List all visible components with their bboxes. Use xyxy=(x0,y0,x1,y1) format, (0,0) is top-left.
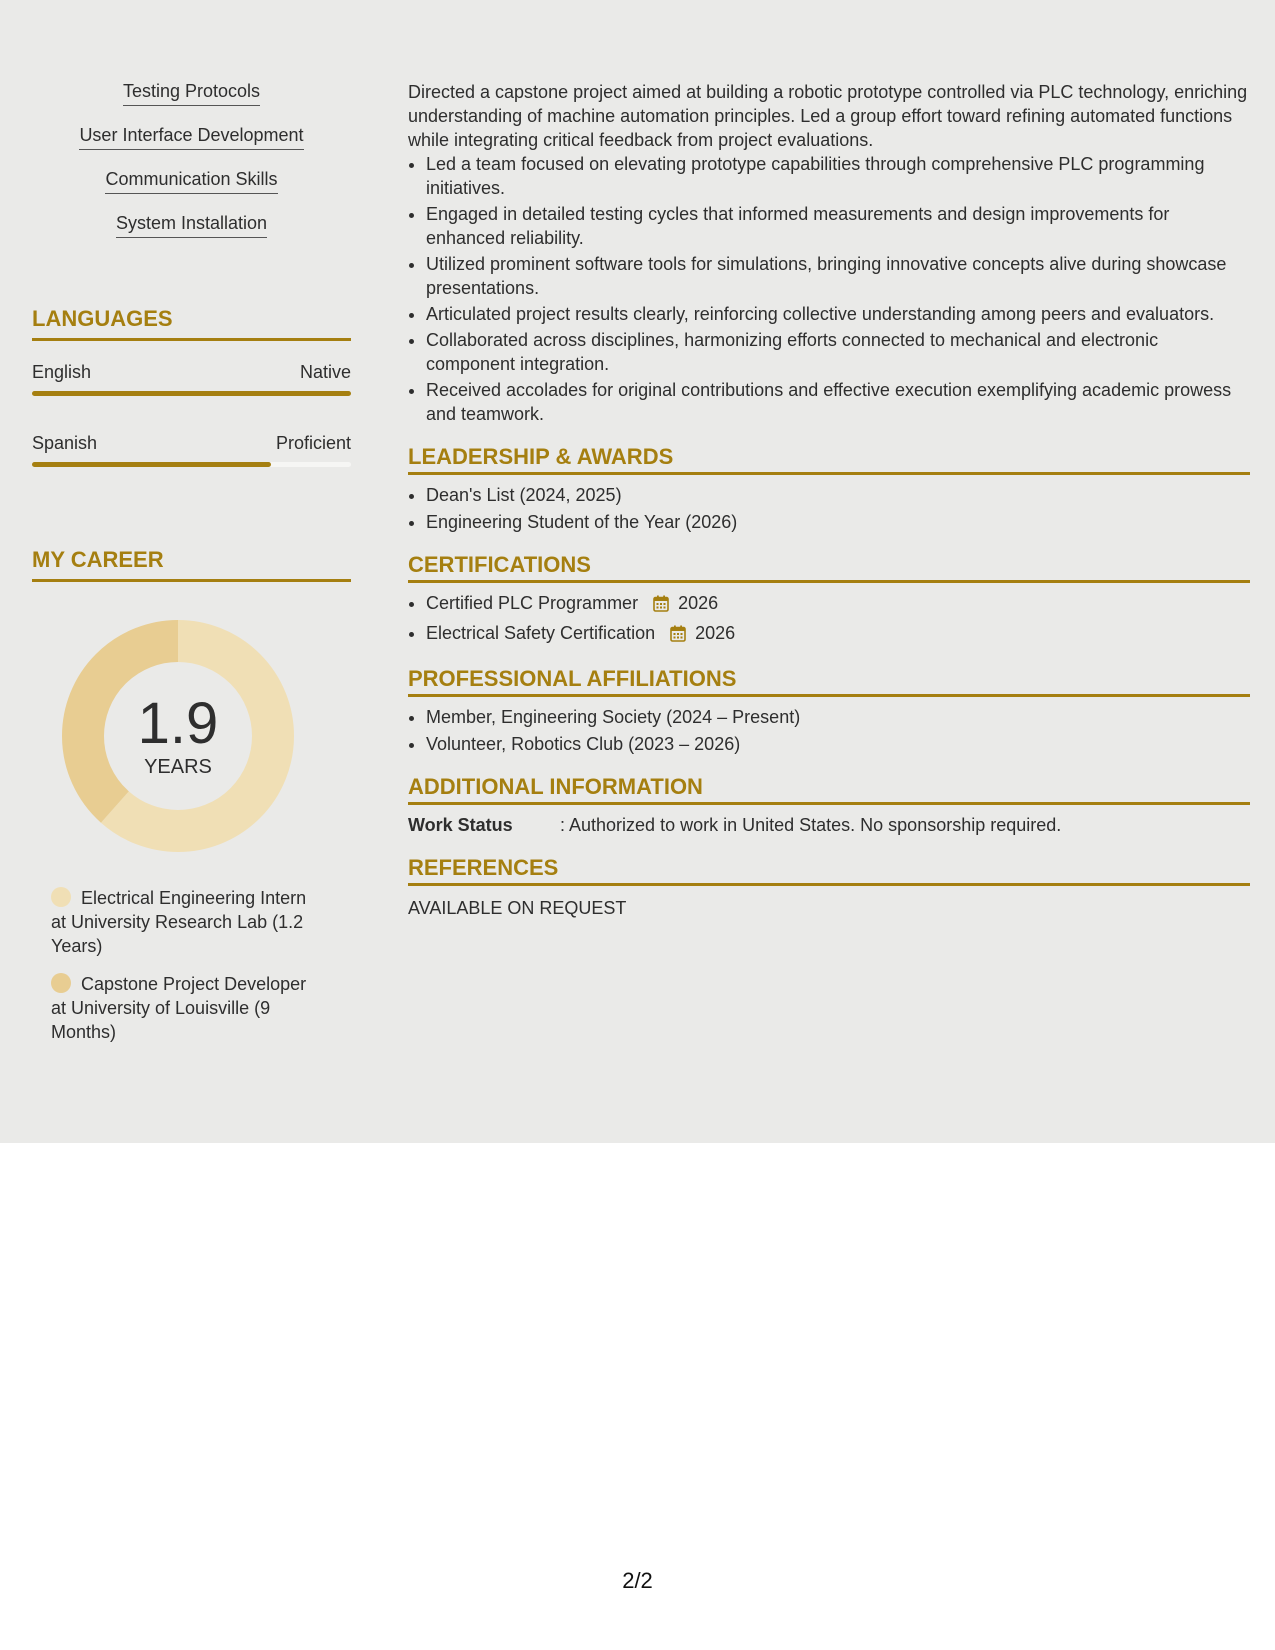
career-legend xyxy=(51,886,321,1044)
certifications-title: CERTIFICATIONS xyxy=(408,552,1250,583)
page-number: 2/2 xyxy=(622,1568,653,1593)
project-bullets xyxy=(408,152,1250,426)
languages-section xyxy=(32,306,351,467)
certification-name: Certified PLC Programmer xyxy=(426,593,639,613)
career-label: Capstone Project Developer at University of Louisville (9 Months) xyxy=(51,974,307,1042)
work-status-label: Work Status xyxy=(408,815,513,835)
language-bar xyxy=(32,391,351,396)
legend-dot xyxy=(51,973,71,993)
calendar-icon xyxy=(653,594,669,618)
affiliation-item: • Member, Engineering Society (2024 – Present) xyxy=(426,705,1250,729)
career-title: MY CAREER xyxy=(32,547,351,582)
project-description: Directed a capstone project aimed at building a robotic prototype controlled via PLC technology, enriching understanding of machine automation principles. Led a group effort toward refining automated functions while integrating critical feedback from project evaluations. xyxy=(408,82,1248,150)
work-status-row xyxy=(408,813,1250,837)
bullet-item: • Led a team focused on elevating prototype capabilities through comprehensive PLC programming initiatives. xyxy=(426,152,1250,200)
language-english xyxy=(32,361,351,396)
certification-item xyxy=(426,591,1250,618)
certification-year: 2026 xyxy=(678,593,719,613)
career-section xyxy=(32,547,351,1044)
calendar-icon xyxy=(670,624,686,648)
affiliations-title: PROFESSIONAL AFFILIATIONS xyxy=(408,666,1250,697)
award-item: • Engineering Student of the Year (2026) xyxy=(426,510,1250,534)
main-content xyxy=(408,80,1250,920)
leadership-title: LEADERSHIP & AWARDS xyxy=(408,444,1250,475)
language-bar xyxy=(32,462,351,467)
career-legend-item xyxy=(51,972,321,1044)
skill-item: System Installation xyxy=(116,212,267,238)
career-total: 1.9 xyxy=(137,690,219,756)
work-status-value: : Authorized to work in United States. No sponsorship required. xyxy=(560,815,1062,835)
skill-item: User Interface Development xyxy=(79,124,303,150)
references-text: AVAILABLE ON REQUEST xyxy=(408,898,627,918)
additional-info-title: ADDITIONAL INFORMATION xyxy=(408,774,1250,805)
certification-name: Electrical Safety Certification xyxy=(426,623,656,643)
languages-title: LANGUAGES xyxy=(32,306,351,341)
skills-list xyxy=(32,80,351,256)
certification-year: 2026 xyxy=(695,623,736,643)
references-title: REFERENCES xyxy=(408,855,1250,886)
career-unit: YEARS xyxy=(144,755,212,778)
career-legend-item xyxy=(51,886,321,958)
career-donut xyxy=(62,620,294,852)
bullet-item: • Articulated project results clearly, reinforcing collective understanding among peers and evaluators. xyxy=(426,302,1250,326)
affiliations-list xyxy=(408,705,1250,756)
leadership-list xyxy=(408,483,1250,534)
language-spanish xyxy=(32,432,351,467)
legend-dot xyxy=(51,887,71,907)
skill-item: Communication Skills xyxy=(105,168,277,194)
language-level: Proficient xyxy=(275,433,351,453)
bullet-item: • Received accolades for original contributions and effective execution exemplifying academic prowess and teamwork. xyxy=(426,378,1250,426)
bullet-item: • Utilized prominent software tools for simulations, bringing innovative concepts alive during showcase presentations. xyxy=(426,252,1250,300)
language-bar-fill xyxy=(32,462,271,467)
affiliation-item: • Volunteer, Robotics Club (2023 – 2026) xyxy=(426,732,1250,756)
sidebar xyxy=(32,80,351,1058)
award-item: • Dean's List (2024, 2025) xyxy=(426,483,1250,507)
skill-item: Testing Protocols xyxy=(123,80,260,106)
bullet-item: • Engaged in detailed testing cycles that informed measurements and design improvements for enhanced reliability. xyxy=(426,202,1250,250)
certifications-list xyxy=(408,591,1250,648)
bullet-item: • Collaborated across disciplines, harmonizing efforts connected to mechanical and electronic component integration. xyxy=(426,328,1250,376)
career-label: Electrical Engineering Intern at University Research Lab (1.2 Years) xyxy=(51,888,307,956)
certification-item xyxy=(426,621,1250,648)
language-name: English xyxy=(32,362,92,382)
language-name: Spanish xyxy=(32,433,98,453)
language-level: Native xyxy=(299,362,351,382)
language-bar-fill xyxy=(32,391,351,396)
